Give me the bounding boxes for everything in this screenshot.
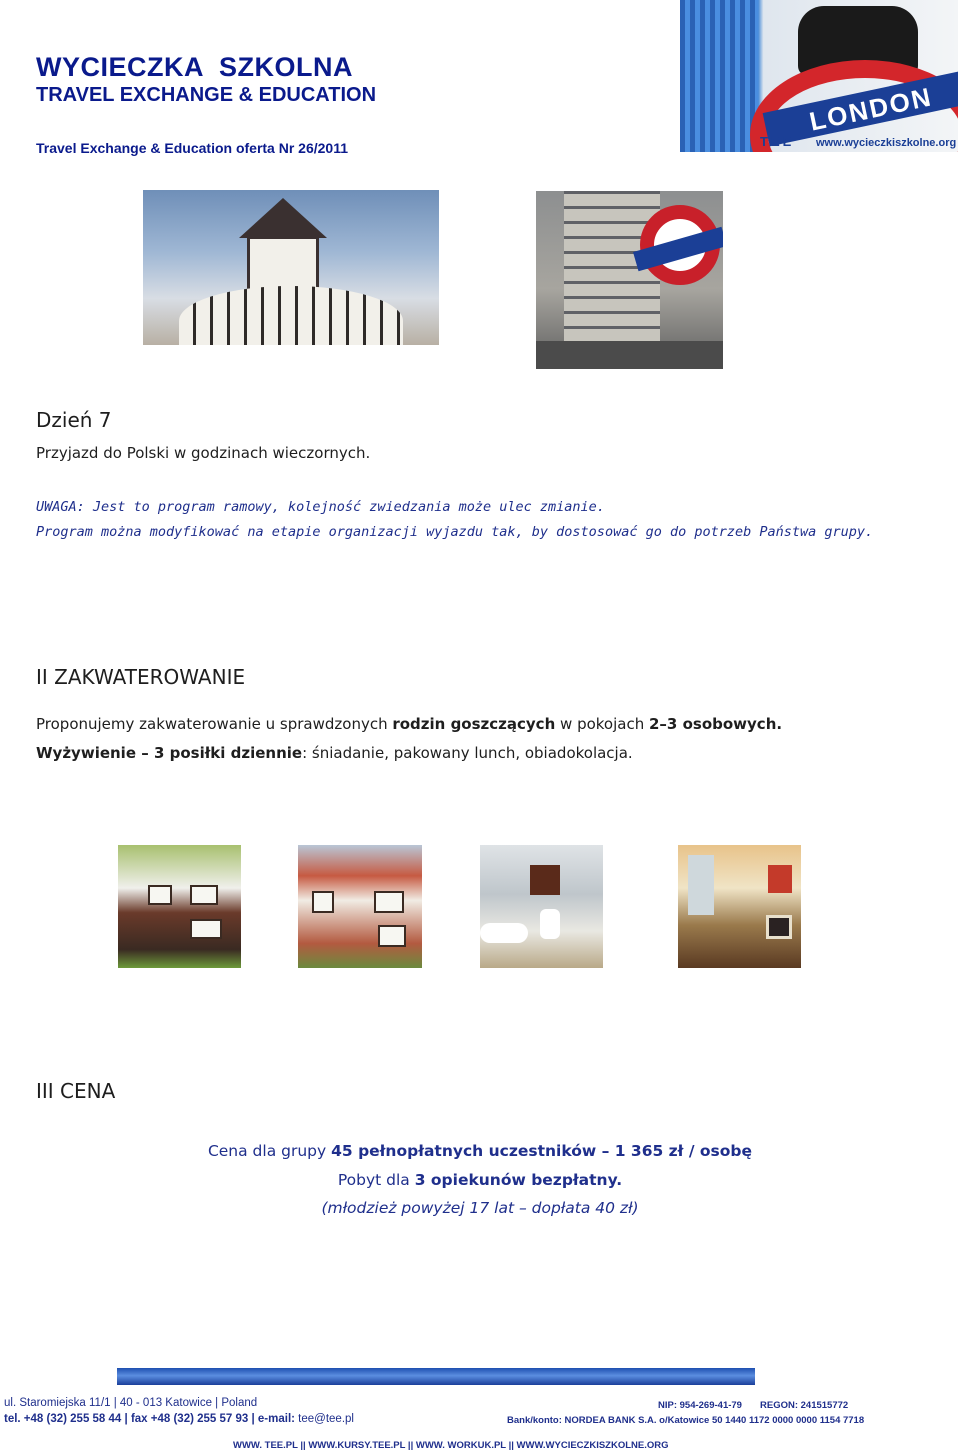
house2-window [378,925,406,947]
house1-window [190,919,222,939]
house1-window [148,885,172,905]
bathtub [480,923,528,943]
footer-tel: tel. +48 (32) 255 58 44 [4,1413,122,1425]
bathroom-photo [480,845,603,968]
day7-text: Przyjazd do Polski w godzinach wieczornych. [36,444,371,462]
logo-stripes [680,0,758,152]
acc-l1-a: Proponujemy zakwaterowanie u sprawdzonych [36,715,393,733]
note-line-1: UWAGA: Jest to program ramowy, kolejność zwiedzania może ulec zmianie. [36,499,605,515]
footer-bank [507,1415,864,1426]
footer-bank-label: Bank/konto: [507,1415,562,1426]
sink [540,909,560,939]
acc-l1-c: w pokojach [555,715,649,733]
accommodation-line-1 [36,715,782,733]
london-logo [680,0,958,152]
acc-l1-d: 2–3 osobowych [648,715,777,733]
price-heading: III CENA [36,1079,116,1103]
page-title: WYCIECZKA SZKOLNA [36,52,353,82]
footer-links[interactable]: WWW. TEE.PL || WWW.KURSY.TEE.PL || WWW. WORKUK.PL || WWW.WYCIECZKISZKOLNE.ORG [233,1440,669,1451]
price-line-2 [0,1171,960,1189]
footer-bar [117,1368,755,1385]
page-subtitle: TRAVEL EXCHANGE & EDUCATION [36,84,377,106]
footer-contact [4,1413,354,1425]
price-l2-a: Pobyt dla [337,1171,415,1189]
globe-theatre-photo [143,190,439,345]
logo-url-text: www.wycieczkiszkolne.org [816,137,957,149]
house2-window [312,891,334,913]
day7-heading: Dzień 7 [36,408,112,432]
footer-nip: NIP: 954-269-41-79 [658,1400,742,1411]
price-l2-c: . [616,1171,623,1189]
acc-l2-a: Wyżywienie – 3 posiłki dziennie [36,744,303,762]
price-line-3: (młodzież powyżej 17 lat – dopłata 40 zł) [321,1199,639,1217]
price-l1-b: 45 pełnopłatnych uczestników – 1 365 zł / osobę [331,1142,753,1160]
price-line-1 [0,1142,960,1160]
footer-regon: REGON: 241515772 [760,1400,849,1411]
logo-tee-text: TEE [760,134,795,149]
footer-email[interactable]: tee@tee.pl [298,1413,354,1425]
house-photo-1 [118,845,241,968]
globe-body [179,286,403,345]
bathroom-mirror [530,865,560,895]
price-l1-a: Cena dla grupy [207,1142,332,1160]
house2-window [374,891,404,913]
house1-window [190,885,218,905]
accommodation-line-2 [36,744,633,762]
footer-email-label: | e-mail: [251,1413,295,1425]
fireplace [766,915,792,939]
footer-fax: | fax +48 (32) 255 57 93 [124,1413,249,1425]
footer-address: ul. Staromiejska 11/1 | 40 - 013 Katowice | Poland [4,1397,258,1409]
price-l2-b: 3 opiekunów bezpłatny [414,1171,617,1189]
footer-bank-account: NORDEA BANK S.A. o/Katowice 50 1440 1172 0000 0000 1154 7718 [564,1415,865,1426]
acc-l2-b: : śniadanie, pakowany lunch, obiadokolacja. [302,744,633,762]
accommodation-heading: II ZAKWATEROWANIE [36,665,246,689]
painting [768,865,792,893]
acc-l1-b: rodzin goszczących [392,715,556,733]
house-photo-2 [298,845,422,968]
note-line-2: Program można modyfikować na etapie organizacji wyjazdu tak, by dostosować go do potrzeb Państwa grupy. [36,524,874,540]
acc-l1-e: . [776,715,783,733]
window [688,855,714,915]
offer-number: Travel Exchange & Education oferta Nr 26/2011 [36,140,349,156]
logo-london-text: LONDON [806,81,935,137]
ug-road [536,341,723,369]
living-room-photo [678,845,801,968]
globe-roof [239,198,327,238]
underground-photo [536,191,723,369]
